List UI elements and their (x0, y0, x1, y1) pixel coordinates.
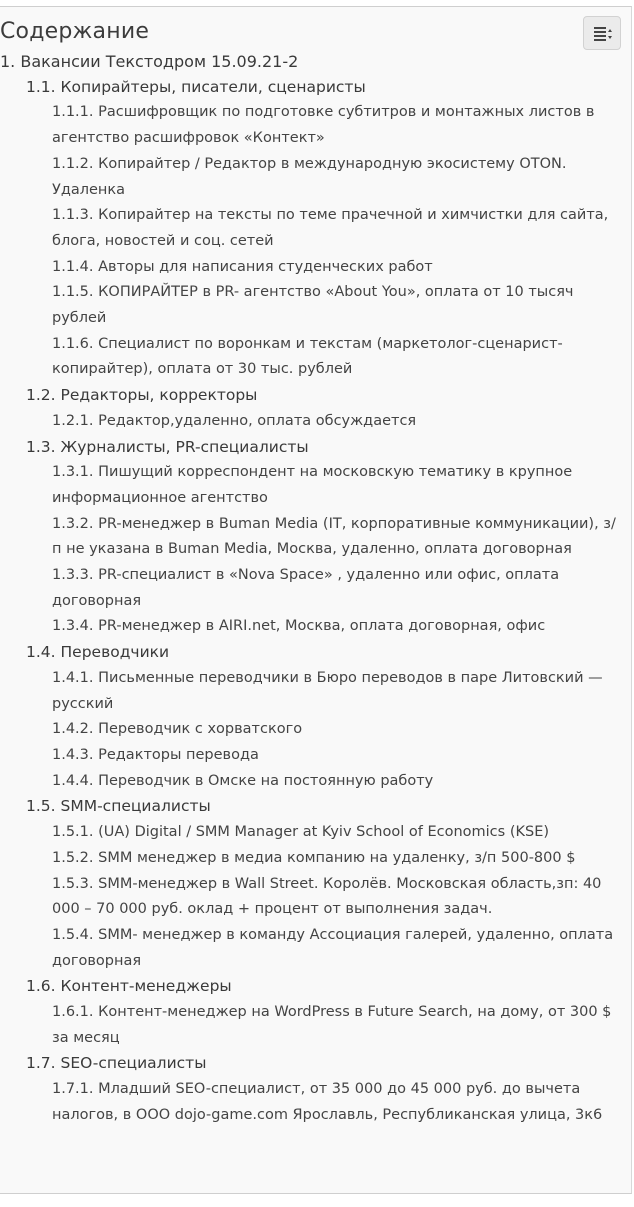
toc-link[interactable]: 1.5. SMM-специалисты (26, 797, 211, 816)
toc-link[interactable]: 1. Вакансии Текстодром 15.09.21-2 (0, 52, 299, 71)
toc-link[interactable]: 1.4.2. Переводчик с хорватского (52, 721, 303, 738)
toc-link[interactable]: 1.4. Переводчики (26, 643, 170, 662)
toc-link[interactable]: 1.2.1. Редактор,удаленно, оплата обсуждается (52, 412, 417, 429)
toc-link[interactable]: 1.2. Редакторы, корректоры (26, 386, 258, 405)
toc-link[interactable]: 1.3.3. PR-специалист в «Nova Space» , удаленно или офис, оплата договорная (52, 567, 560, 609)
toc-link[interactable]: 1.4.1. Письменные переводчики в Бюро переводов в паре Литовский — русский (52, 669, 603, 712)
toc-link[interactable]: 1.5.3. SMM-менеджер в Wall Street. Королёв. Московская область,зп: 40 000 – 70 000 руб. оклад + процент от выполнения задач. (52, 875, 602, 918)
table-of-contents (0, 6, 632, 1194)
toc-link[interactable]: 1.1.2. Копирайтер / Редактор в международную экосистему OTON. Удаленка (52, 155, 567, 198)
toc-title: Содержание (0, 19, 150, 44)
toc-link[interactable]: 1.1.3. Копирайтер на тексты по теме прачечной и химчистки для сайта, блога, новостей и соц. сетей (52, 207, 609, 249)
toc-toggle-button[interactable] (583, 16, 621, 50)
toc-link[interactable]: 1.3. Журналисты, PR-специалисты (26, 437, 309, 456)
toc-link[interactable]: 1.1.5. КОПИРАЙТЕР в PR- агентство «About You», оплата от 10 тысяч рублей (52, 284, 574, 327)
toc-link[interactable]: 1.4.3. Редакторы перевода (52, 746, 259, 763)
toc-link[interactable]: 1.5.2. SMM менеджер в медиа компанию на удаленку, з/п 500-800 $ (52, 849, 576, 866)
toc-link[interactable]: 1.1.6. Специалист по воронкам и текстам (маркетолог-сценарист-копирайтер), оплата от 30 тыс. рублей (52, 335, 563, 378)
list-toggle-icon (594, 27, 612, 41)
toc-link[interactable]: 1.5.1. (UA) Digital / SMM Manager at Kyiv School of Economics (KSE) (52, 824, 550, 841)
toc-link[interactable]: 1.1.4. Авторы для написания студенческих работ (52, 258, 433, 275)
toc-link[interactable]: 1.1. Копирайтеры, писатели, сценаристы (26, 77, 366, 96)
toc-link[interactable]: 1.6.1. Контент-менеджер на WordPress в Future Search, на дому, от 300 $ за месяц (52, 1004, 612, 1046)
toc-list (0, 49, 634, 1129)
toc-link[interactable]: 1.6. Контент-менеджеры (26, 977, 232, 996)
toc-link[interactable]: 1.7. SEO-специалисты (26, 1054, 207, 1073)
toc-link[interactable]: 1.7.1. Младший SEO-специалист, от 35 000 до 45 000 руб. до вычета налогов, в ООО dojo-game.com Ярославль, Республиканская улица, 3к6 (52, 1081, 603, 1123)
toc-link[interactable]: 1.1.1. Расшифровщик по подготовке субтитров и монтажных листов в агентство расшифровок «Контект» (52, 104, 595, 147)
toc-link[interactable]: 1.3.4. PR-менеджер в AIRI.net, Москва, оплата договорная, офис (52, 618, 546, 635)
toc-link[interactable]: 1.3.1. Пишущий корреспондент на московскую тематику в крупное информационное агентство (52, 464, 573, 506)
toc-link[interactable]: 1.3.2. PR-менеджер в Buman Media (IT, корпоративные коммуникации), з/п не указана в Buman Media, Москва, удаленно, оплата договорная (52, 515, 616, 558)
toc-link[interactable]: 1.4.4. Переводчик в Омске на постоянную работу (52, 772, 434, 789)
toc-link[interactable]: 1.5.4. SMM- менеджер в команду Ассоциация галерей, удаленно, оплата договорная (52, 926, 614, 969)
